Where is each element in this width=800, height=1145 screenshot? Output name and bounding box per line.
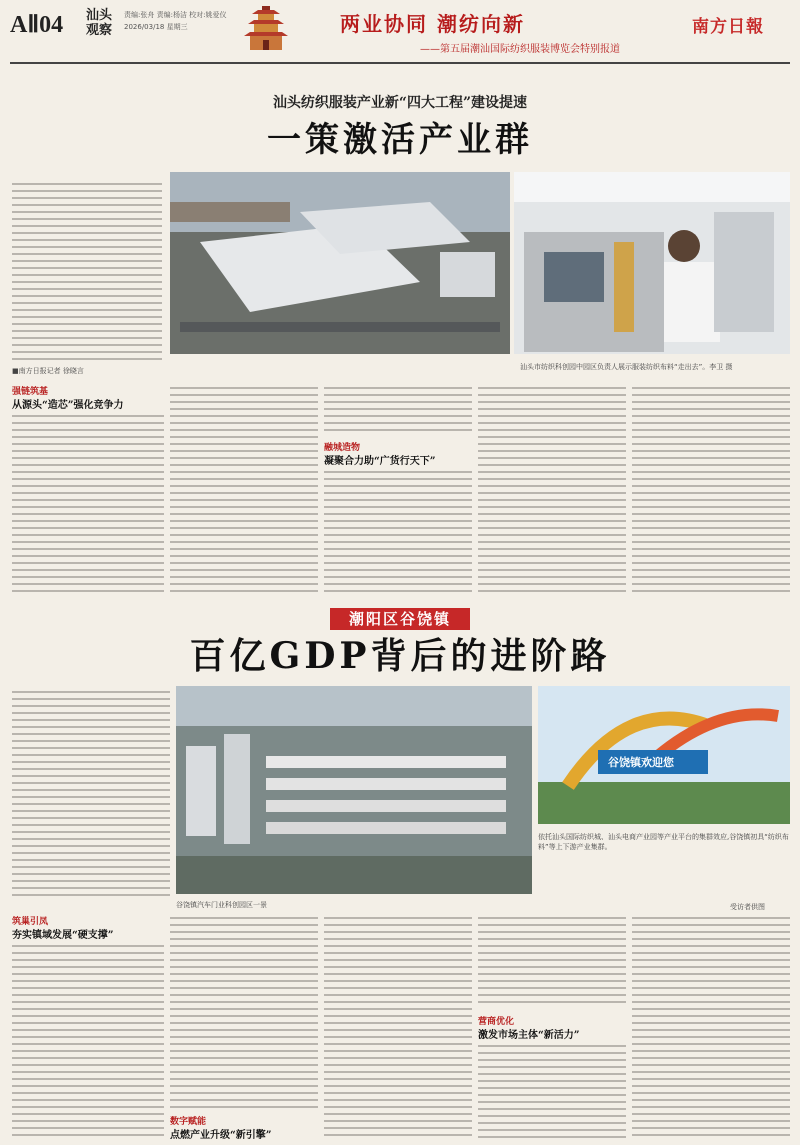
welcome-sign-text: 谷饶镇欢迎您 [608, 756, 674, 769]
section-c-kicker: 筑巢引凤 [12, 917, 49, 927]
article2-col4-text-a [478, 914, 626, 1006]
section-label: 汕头观察 [86, 8, 113, 38]
newspaper-logo: 南方日報 [692, 17, 764, 37]
section-e-kicker: 营商优化 [478, 1017, 515, 1027]
article1-col3-text-a [324, 384, 472, 434]
pagoda-icon [238, 2, 294, 54]
article2-col2-text [170, 914, 318, 1110]
article1-col1-text [12, 412, 164, 597]
town-welcome-sign-photo [538, 686, 790, 824]
article2-photo-caption-left: 谷饶镇汽车门业科创园区一景 [176, 901, 267, 909]
section-a-title: 从源头“造芯”强化竞争力 [12, 400, 124, 411]
section-e-title: 激发市场主体“新活力” [478, 1030, 580, 1041]
section-a-kicker: 强链筑基 [12, 387, 49, 397]
special-report-subtitle: ——第五届潮汕国际纺织服装博览会特别报道 [420, 44, 620, 55]
editor-meta: 责编:张舟 责编:杨洁 校对:姚爱仪 [124, 11, 227, 19]
article1-subhead: 汕头纺织服装产业新“四大工程”建设提速 [272, 95, 528, 111]
section-d-kicker: 数字赋能 [170, 1117, 207, 1127]
industrial-park-photo [170, 172, 510, 354]
article2-location-tag: 潮阳区谷饶镇 [330, 608, 470, 630]
town-aerial-photo [176, 686, 532, 894]
article1-col2-text [170, 384, 318, 597]
page-number: AⅡ04 [10, 12, 64, 38]
article1-headline: 一策激活产业群 [267, 120, 533, 160]
article2-headline: 百亿GDP背后的进阶路 [189, 635, 611, 677]
section-d-title: 点燃产业升级“新引擎” [170, 1130, 272, 1141]
section-b-kicker: 融城造物 [324, 443, 361, 453]
article2-col3-text [324, 914, 472, 1140]
article2-col4-text-b [478, 1042, 626, 1140]
lab-technician-photo [514, 172, 790, 354]
article2-lead-text [12, 688, 170, 898]
article1-col4-text [478, 384, 626, 597]
article2-col5-text [632, 914, 790, 1140]
article1-photo-caption: 汕头市纺织科创园中园区负责人展示服装纺织布料“走出去”。李卫 摄 [520, 363, 733, 371]
article1-col5-text [632, 384, 790, 597]
section-c-title: 夯实镇域发展“硬支撑” [12, 930, 114, 941]
header-rule [10, 62, 790, 64]
article2-photo-caption-right: 依托汕头国际纺织城、汕头电商产业园等产业平台的集群效应,谷饶镇初具“纺织布料”等上下游产业集群。 [538, 833, 789, 851]
section-b-title: 凝聚合力助“广货行天下” [324, 456, 436, 467]
special-report-title: 两业协同 潮纺向新 [340, 12, 525, 36]
article1-col3-text-b [324, 468, 472, 597]
article2-col1-text [12, 942, 164, 1140]
article1-byline: ■南方日报记者 徐晓言 [12, 367, 84, 375]
photo-credit: 受访者供图 [730, 903, 765, 911]
article1-lead-text [12, 180, 162, 360]
date-meta: 2026/03/18 星期三 [124, 23, 188, 31]
